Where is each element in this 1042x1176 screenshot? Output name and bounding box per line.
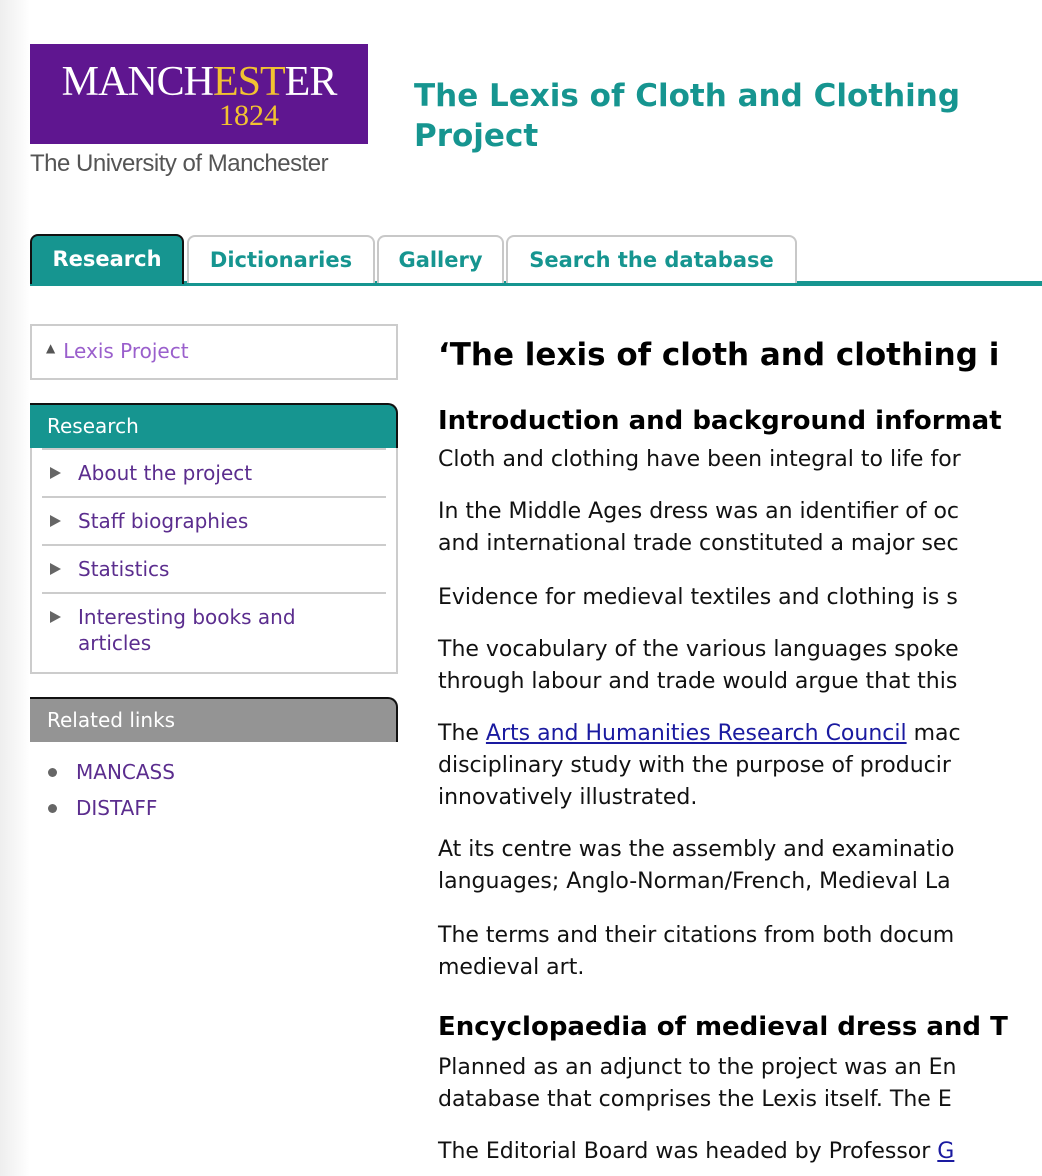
paragraph	[438, 496, 1042, 560]
paragraph	[438, 834, 1042, 898]
paragraph-line: disciplinary study with the purpose of producir	[438, 753, 951, 778]
bullet-icon	[48, 804, 57, 813]
logo-tagline: The University of Manchester	[30, 150, 329, 177]
paragraph-editorial-board	[438, 1136, 1042, 1168]
logo-year: 1824	[219, 99, 279, 132]
paragraph-line: and international trade constituted a major sec	[438, 531, 959, 556]
up-arrow-icon: ▲	[46, 341, 56, 355]
paragraph	[438, 444, 1042, 476]
sidebar-item-label: Interesting books and articles	[78, 605, 296, 655]
paragraph-line: In the Middle Ages dress was an identifier of oc	[438, 499, 959, 524]
related-link-distaff[interactable]	[48, 790, 398, 826]
text: mac	[906, 721, 961, 746]
logo-wordmark	[30, 60, 368, 104]
tab-research[interactable]: Research	[30, 234, 184, 284]
parent-link-box[interactable]	[30, 324, 398, 380]
paragraph	[438, 920, 1042, 984]
parent-link-lexis-project[interactable]: Lexis Project	[63, 339, 189, 363]
right-arrow-icon	[50, 563, 61, 575]
page	[30, 0, 1042, 1176]
sidebar-item-interesting-books[interactable]	[42, 592, 386, 666]
bullet-icon	[48, 768, 57, 777]
tab-dictionaries[interactable]: Dictionaries	[187, 235, 375, 283]
link-professor[interactable]: G	[937, 1139, 955, 1164]
sidebar-item-label: Staff biographies	[78, 509, 249, 533]
paragraph-line	[438, 718, 1042, 750]
paragraph-line: Planned as an adjunct to the project was an En	[438, 1055, 957, 1080]
related-link-label: DISTAFF	[76, 796, 158, 820]
paragraph-line: The terms and their citations from both docum	[438, 923, 955, 948]
paragraph-line: database that comprises the Lexis itself. The E	[438, 1087, 952, 1112]
page-title: ‘The lexis of cloth and clothing i	[438, 337, 1000, 373]
main-tabs	[30, 233, 1042, 286]
site-title: The Lexis of Cloth and Clothing Project	[414, 78, 961, 154]
tab-gallery[interactable]: Gallery	[377, 235, 504, 283]
logo-word-suffix: ER	[284, 59, 337, 105]
paragraph-line: Evidence for medieval textiles and clothing is s	[438, 585, 958, 610]
related-links-title: Related links	[30, 697, 398, 742]
related-link-mancass[interactable]	[48, 754, 398, 790]
paragraph	[438, 634, 1042, 698]
paragraph-line: medieval art.	[438, 955, 585, 980]
paragraph-line: innovatively illustrated.	[438, 785, 698, 810]
link-ahrc[interactable]: Arts and Humanities Research Council	[485, 721, 907, 746]
related-link-label: MANCASS	[76, 760, 175, 784]
related-links-list	[30, 742, 398, 826]
text: The Editorial Board was headed by Professor	[438, 1139, 938, 1164]
paragraph	[438, 1052, 1042, 1116]
research-panel-title: Research	[30, 403, 398, 448]
sidebar-item-about-the-project[interactable]	[42, 448, 386, 496]
logo-word-prefix: MANCH	[61, 59, 213, 105]
sidebar-item-label: Statistics	[78, 557, 170, 581]
text: The	[438, 721, 486, 746]
research-panel	[30, 448, 398, 674]
section-heading-encyclopaedia: Encyclopaedia of medieval dress and T	[438, 1012, 1008, 1042]
logo-word-highlight: EST	[213, 59, 285, 105]
paragraph-line: languages; Anglo-Norman/French, Medieval La	[438, 869, 951, 894]
right-arrow-icon	[50, 611, 61, 623]
paragraph-line: through labour and trade would argue that this	[438, 669, 958, 694]
section-heading-introduction: Introduction and background informat	[438, 406, 1002, 436]
paragraph-line: The vocabulary of the various languages spoke	[438, 637, 959, 662]
main-content	[438, 334, 1042, 1168]
right-arrow-icon	[50, 515, 61, 527]
university-logo[interactable]	[30, 44, 368, 178]
paragraph-line: Cloth and clothing have been integral to life for	[438, 447, 961, 472]
sidebar-item-label: About the project	[78, 461, 253, 485]
tab-search-database[interactable]: Search the database	[506, 235, 797, 283]
logo-banner	[30, 44, 368, 144]
right-arrow-icon	[50, 467, 61, 479]
paragraph-line	[438, 1136, 1042, 1168]
paragraph-ahrc	[438, 718, 1042, 814]
sidebar-item-staff-biographies[interactable]	[42, 496, 386, 544]
paragraph-line: At its centre was the assembly and examinatio	[438, 837, 955, 862]
sidebar	[30, 324, 398, 826]
paragraph	[438, 582, 1042, 614]
sidebar-item-statistics[interactable]	[42, 544, 386, 592]
